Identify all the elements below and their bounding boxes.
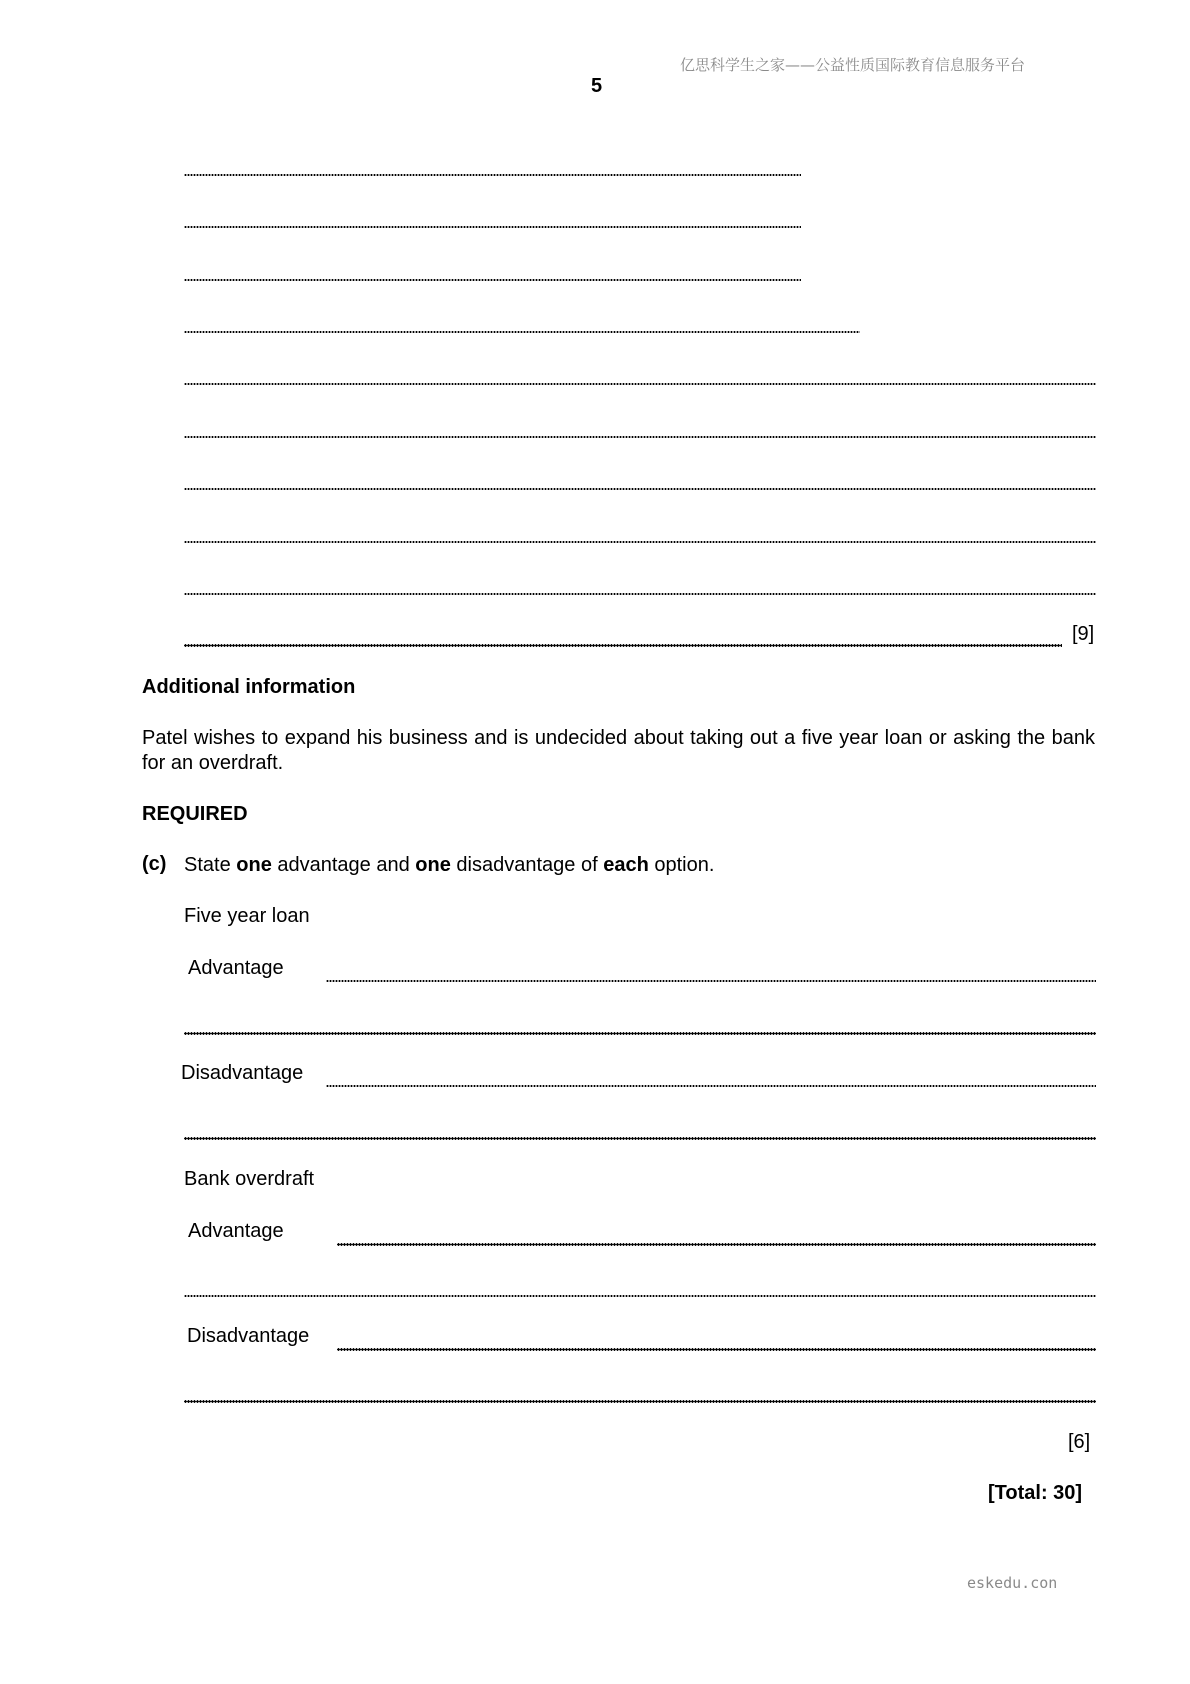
question-c-text-7: option. (648, 854, 715, 876)
loan-disadvantage-line-1[interactable] (326, 1084, 1096, 1088)
overdraft-disadvantage-line-1[interactable] (337, 1347, 1096, 1352)
answer-line-b-5[interactable] (184, 382, 1096, 386)
additional-info-paragraph: Patel wishes to expand his business and is undecided about taking out a five year loan or asking the bank for an overdraft. (142, 727, 1095, 774)
loan-advantage-line-2[interactable] (184, 1031, 1096, 1036)
overdraft-disadvantage-label: Disadvantage (187, 1325, 310, 1347)
answer-line-b-1[interactable] (184, 173, 801, 177)
question-c-text-3: advantage and (271, 854, 416, 876)
loan-advantage-line-1[interactable] (326, 979, 1096, 983)
answer-line-b-9[interactable] (184, 592, 1096, 596)
question-c-text-4: one (415, 854, 451, 876)
overdraft-title: Bank overdraft (184, 1168, 315, 1190)
loan-disadvantage-line-2[interactable] (184, 1136, 1096, 1141)
question-c-text-5: disadvantage of (450, 854, 604, 876)
answer-line-b-2[interactable] (184, 225, 801, 229)
answer-line-b-4[interactable] (184, 330, 860, 334)
overdraft-disadvantage-line-2[interactable] (184, 1399, 1096, 1404)
marks-part-c: [6] (1068, 1431, 1091, 1453)
overdraft-advantage-line-1[interactable] (337, 1242, 1096, 1247)
answer-line-b-10[interactable] (184, 643, 1062, 648)
loan-advantage-label: Advantage (188, 957, 284, 979)
marks-part-b: [9] (1072, 623, 1095, 645)
page-number: 5 (591, 75, 603, 97)
answer-line-b-7[interactable] (184, 487, 1096, 491)
additional-info-heading: Additional information (142, 676, 356, 698)
answer-line-b-3[interactable] (184, 278, 801, 282)
loan-title: Five year loan (184, 905, 310, 927)
question-c-text-1: State (184, 854, 237, 876)
question-c-text-2: one (236, 854, 272, 876)
overdraft-advantage-label: Advantage (188, 1220, 284, 1242)
loan-disadvantage-label: Disadvantage (181, 1062, 304, 1084)
total-marks: [Total: 30] (988, 1482, 1083, 1504)
header-watermark: 亿思科学生之家——公益性质国际教育信息服务平台 (680, 56, 1026, 74)
answer-line-b-8[interactable] (184, 540, 1096, 544)
footer-site: eskedu.con (967, 1574, 1058, 1592)
answer-line-b-6[interactable] (184, 435, 1096, 439)
question-label-c: (c) (142, 853, 167, 875)
overdraft-advantage-line-2[interactable] (184, 1294, 1096, 1298)
required-heading: REQUIRED (142, 803, 248, 825)
question-c-text-6: each (603, 854, 649, 876)
question-c-text (184, 853, 714, 877)
